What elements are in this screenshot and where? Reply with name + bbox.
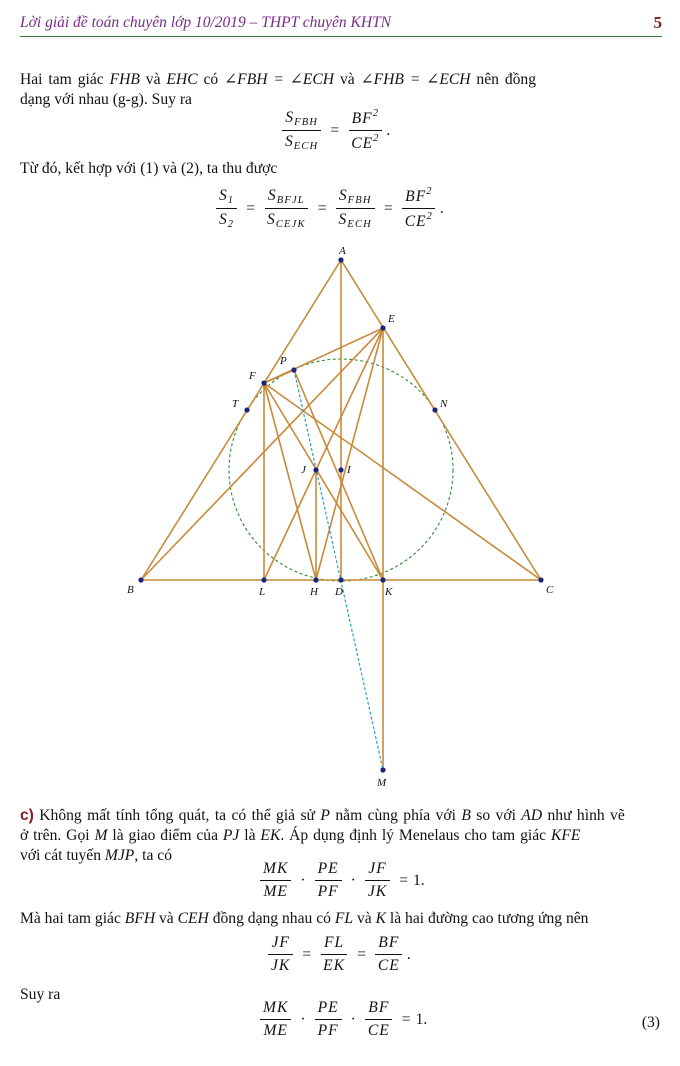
paragraph-2: Từ đó, kết hợp với (1) và (2), ta thu được [20,160,278,177]
point-t [244,407,249,412]
paragraph-1-line-1: Hai tam giác FHB và EHC có ∠FBH = ∠ECH và ∠FHB = ∠ECH nên đồng [20,71,537,88]
point-n [432,407,437,412]
label-f: F [249,370,256,382]
point-f [261,380,266,385]
equation-number: (3) [641,1014,660,1031]
label-e: E [388,313,395,325]
point-k [380,577,385,582]
label-b: B [127,584,134,596]
paragraph-5: Suy ra [20,986,61,1003]
label-p: P [280,355,287,367]
label-i: I [347,464,351,476]
label-h: H [310,586,318,598]
point-a [338,257,343,262]
label-l: L [259,586,266,598]
part-c-label: c) [20,807,34,824]
paragraph-1-line-2: dạng với nhau (g-g). Suy ra [20,91,192,108]
label-n: N [440,398,448,410]
label-t: T [232,398,239,410]
point-c [538,577,543,582]
paragraph-3-line-3: với cát tuyến MJP, ta có [20,847,172,864]
label-d: D [335,586,343,598]
point-h [313,577,318,582]
line-pm [294,370,383,770]
point-e [380,325,385,330]
equation-2: $\frac{S_1}{S_2}$ = $\frac{S_{BFJL}}{S_{CEJK}}$ = $\frac{S_{FBH}}{S_{ECH}}$ = $\frac{BF^2}{CE^2}$ . [212,186,444,231]
paragraph-4: Mà hai tam giác BFH và CEH đồng dạng nhau có FL và K là hai đường cao tương ứng nên [20,910,589,927]
point-i [338,467,343,472]
label-k: K [385,586,393,598]
label-m: M [377,777,387,789]
label-a: A [339,245,346,257]
paragraph-3-line-2: ở trên. Gọi M là giao điểm của PJ là EK. Áp dụng định lý Menelaus cho tam giác KFE [20,827,581,844]
point-b [138,577,143,582]
point-m [380,767,385,772]
page-number: 5 [653,13,662,32]
equation-4: $\frac{JF}{JK}$ = $\frac{FL}{EK}$ = $\frac{BF}{CE}$ . [264,934,411,975]
label-j: J [301,464,306,476]
point-j [313,467,318,472]
paragraph-3-line-1: c) Không mất tính tổng quát, ta có thể giả sử P nằm cùng phía với B so với AD như hình vẽ [20,807,625,824]
point-d [338,577,343,582]
label-c: C [546,584,554,596]
equation-3: $\frac{MK}{ME}$ · $\frac{PE}{PF}$ · $\frac{JF}{JK}$ = 1. [256,860,425,901]
point-l [261,577,266,582]
segments [141,260,541,770]
equation-5: $\frac{MK}{ME}$ · $\frac{PE}{PF}$ · $\frac{BF}{CE}$ = 1. [256,999,427,1040]
equation-1: $\frac{S_{FBH}}{S_{ECH}}$ = $\frac{BF^2}{CE^2}$ . [278,108,390,153]
header-title: Lời giải đề toán chuyên lớp 10/2019 – THPT chuyên KHTN [20,14,392,31]
point-p [291,367,296,372]
